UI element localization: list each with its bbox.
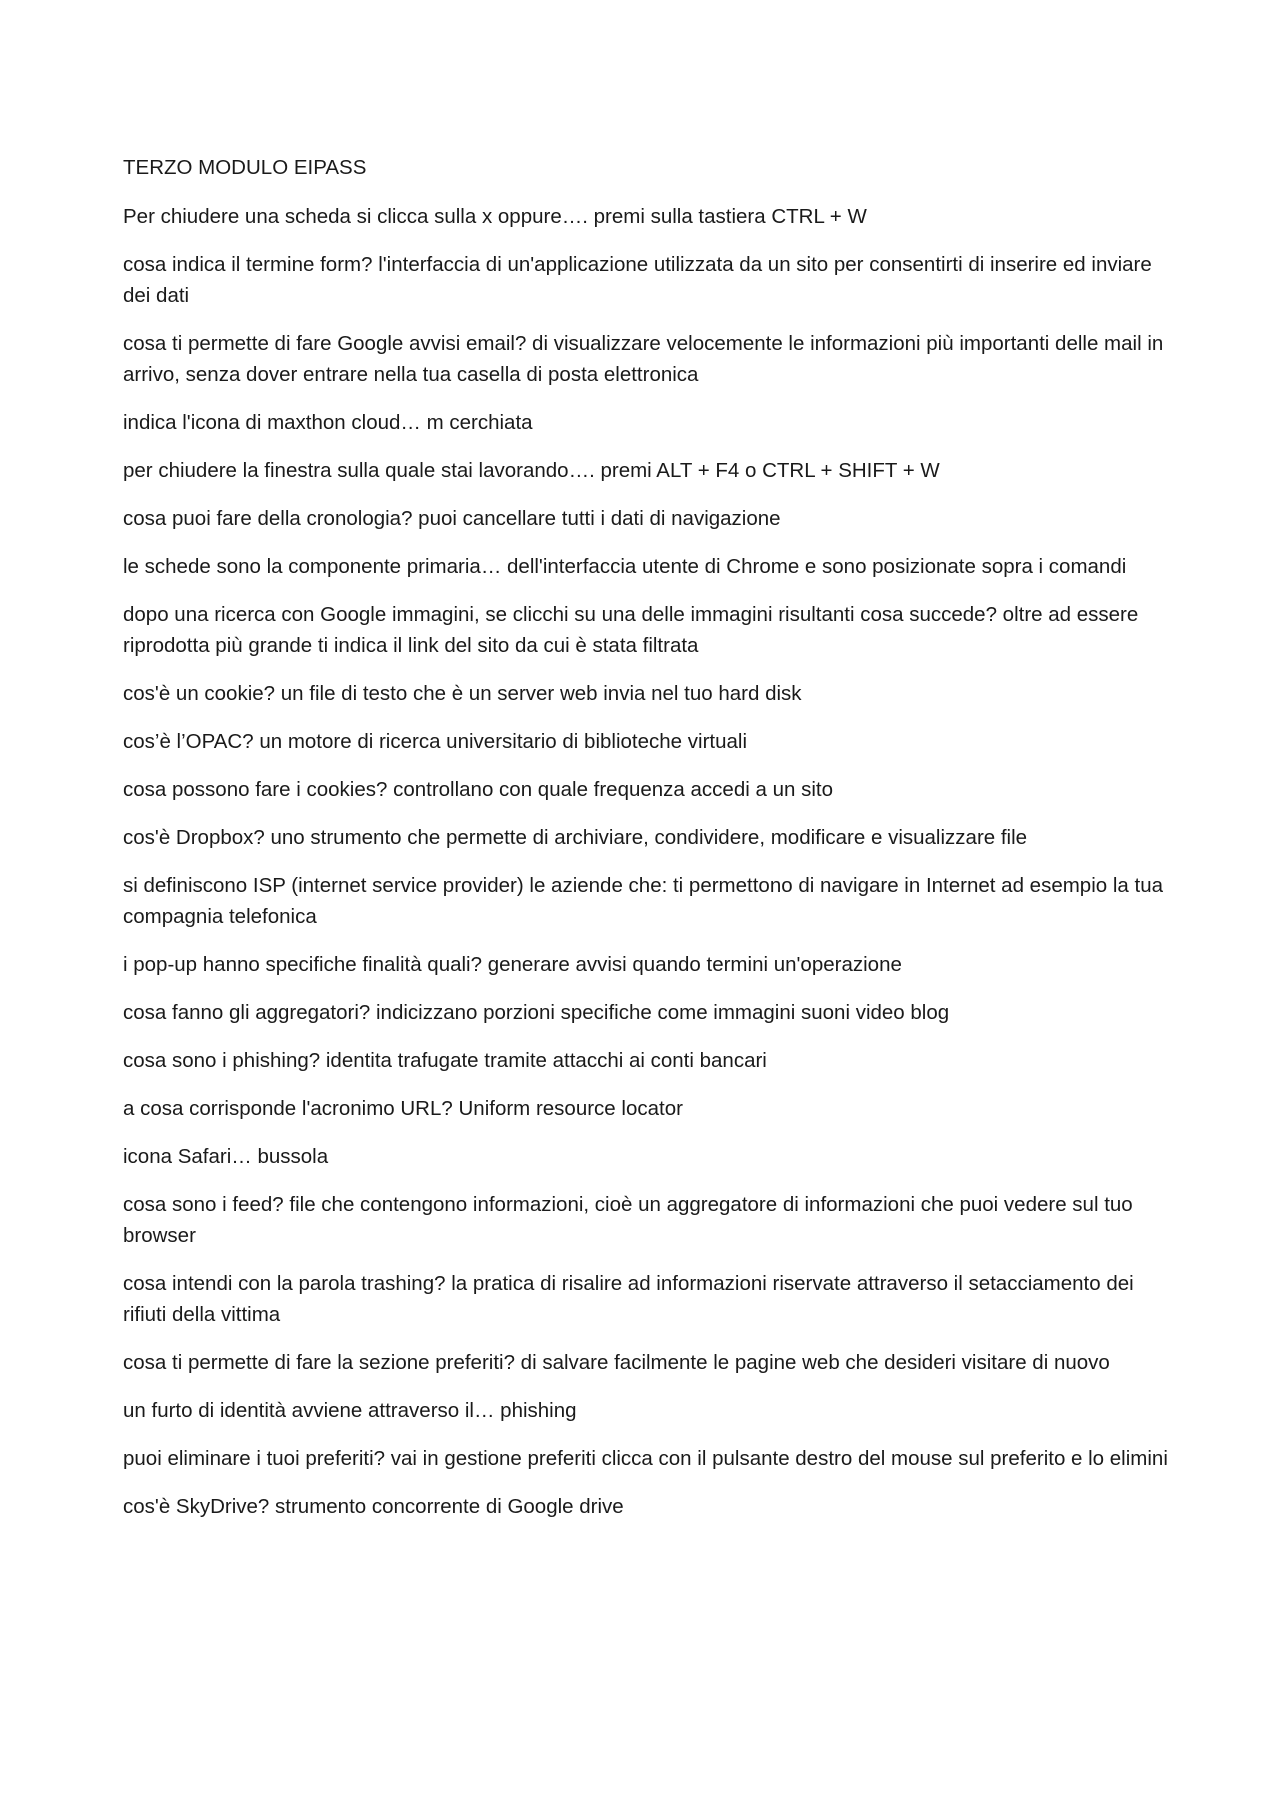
paragraph: a cosa corrisponde l'acronimo URL? Uniform resource locator	[123, 1097, 683, 1120]
paragraph: cosa indica il termine form? l'interfaccia di un'applicazione utilizzata da un sito per consentirti di inserire ed inviare dei dati	[123, 253, 1152, 307]
paragraph: cos’è l’OPAC? un motore di ricerca universitario di biblioteche virtuali	[123, 730, 747, 753]
paragraph: un furto di identità avviene attraverso il… phishing	[123, 1399, 577, 1422]
paragraph: cosa sono i feed? file che contengono informazioni, cioè un aggregatore di informazioni che puoi vedere sul tuo browser	[123, 1193, 1133, 1247]
document-page	[123, 152, 1168, 1539]
paragraph: cosa fanno gli aggregatori? indicizzano porzioni specifiche come immagini suoni video blog	[123, 1001, 950, 1024]
paragraph: icona Safari… bussola	[123, 1145, 329, 1168]
paragraph: per chiudere la finestra sulla quale stai lavorando…. premi ALT + F4 o CTRL + SHIFT + W	[123, 459, 940, 482]
paragraph: i pop-up hanno specifiche finalità quali? generare avvisi quando termini un'operazione	[123, 953, 902, 976]
paragraph: le schede sono la componente primaria… dell'interfaccia utente di Chrome e sono posizionate sopra i comandi	[123, 555, 1127, 578]
paragraph-list	[123, 201, 1168, 1522]
paragraph: cos'è un cookie? un file di testo che è un server web invia nel tuo hard disk	[123, 682, 802, 705]
paragraph: cosa possono fare i cookies? controllano con quale frequenza accedi a un sito	[123, 778, 833, 801]
paragraph: dopo una ricerca con Google immagini, se clicchi su una delle immagini risultanti cosa succede? oltre ad essere riprodotta più grande ti indica il link del sito da cui è stata filtrata	[123, 603, 1139, 657]
paragraph: cosa sono i phishing? identita trafugate tramite attacchi ai conti bancari	[123, 1049, 767, 1072]
page-title: TERZO MODULO EIPASS	[123, 156, 367, 179]
paragraph: cos'è Dropbox? uno strumento che permette di archiviare, condividere, modificare e visualizzare file	[123, 826, 1028, 849]
paragraph: indica l'icona di maxthon cloud… m cerchiata	[123, 411, 533, 434]
paragraph: cosa ti permette di fare Google avvisi email? di visualizzare velocemente le informazioni più importanti delle mail in arrivo, senza dover entrare nella tua casella di posta elettronica	[123, 332, 1164, 386]
paragraph: cosa intendi con la parola trashing? la pratica di risalire ad informazioni riservate attraverso il setacciamento dei rifiuti della vittima	[123, 1272, 1134, 1326]
paragraph: puoi eliminare i tuoi preferiti? vai in gestione preferiti clicca con il pulsante destro del mouse sul preferito e lo elimini	[123, 1447, 1168, 1470]
paragraph: cos'è SkyDrive? strumento concorrente di Google drive	[123, 1495, 624, 1518]
paragraph: si definiscono ISP (internet service provider) le aziende che: ti permettono di navigare in Internet ad esempio la tua compagnia telefonica	[123, 874, 1164, 928]
paragraph: Per chiudere una scheda si clicca sulla x oppure…. premi sulla tastiera CTRL + W	[123, 205, 867, 228]
paragraph: cosa puoi fare della cronologia? puoi cancellare tutti i dati di navigazione	[123, 507, 781, 530]
paragraph: cosa ti permette di fare la sezione preferiti? di salvare facilmente le pagine web che desideri visitare di nuovo	[123, 1351, 1110, 1374]
